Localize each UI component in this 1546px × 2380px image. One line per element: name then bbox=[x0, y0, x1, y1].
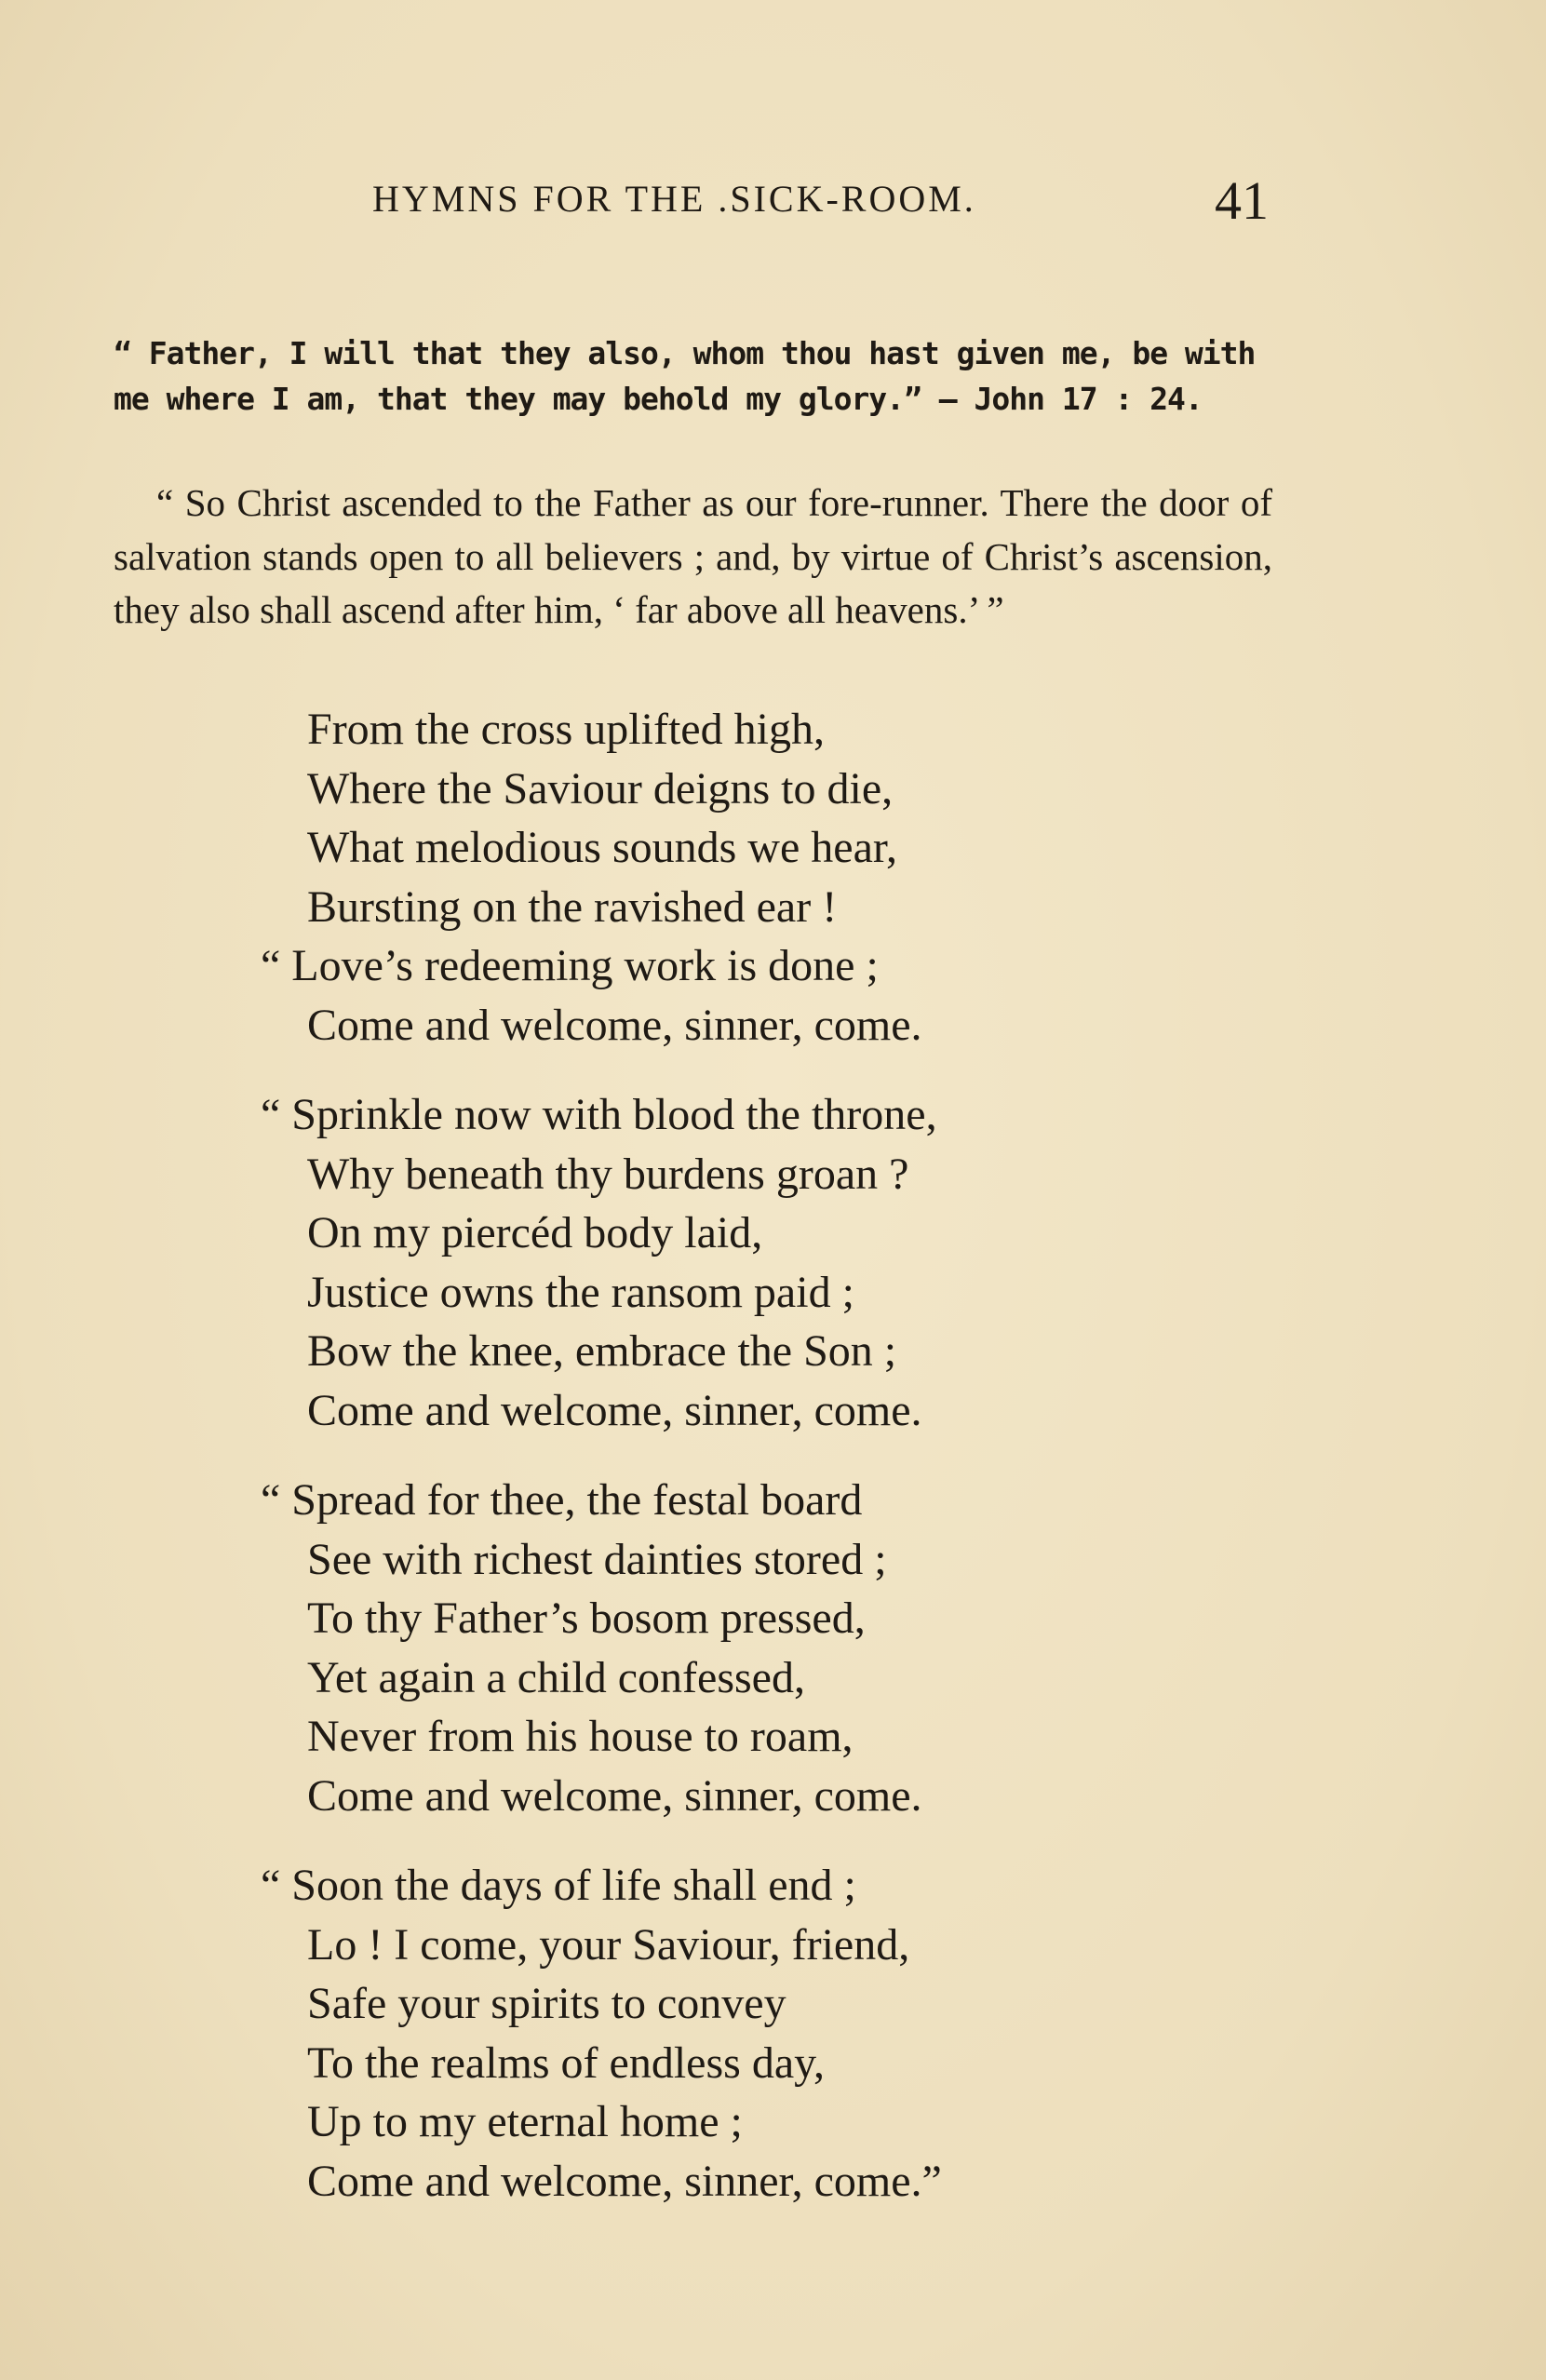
hymn-line: “ Soon the days of life shall end ; bbox=[261, 1861, 856, 1910]
hymn-line: “ Love’s redeeming work is done ; bbox=[261, 941, 879, 990]
hymn-line: Up to my eternal home ; bbox=[307, 2097, 743, 2146]
running-title: HYMNS FOR THE .SICK-ROOM. bbox=[372, 178, 976, 220]
hymn-line: “ Sprinkle now with blood the throne, bbox=[261, 1090, 937, 1139]
hymn-line: Come and welcome, sinner, come. bbox=[307, 1770, 922, 1821]
hymn-line: From the cross uplifted high, bbox=[307, 705, 825, 754]
hymn-line: Justice owns the ransom paid ; bbox=[307, 1267, 854, 1317]
hymn-stanza-1 bbox=[261, 700, 1284, 1055]
page-number: 41 bbox=[1215, 170, 1269, 231]
hymn-line: Bow the knee, embrace the Son ; bbox=[307, 1326, 897, 1376]
hymn-line: See with richest dainties stored ; bbox=[307, 1534, 887, 1584]
hymn-line: Yet again a child confessed, bbox=[307, 1652, 805, 1702]
hymn-line: To the realms of endless day, bbox=[307, 2037, 826, 2088]
hymn-stanza-4 bbox=[261, 1856, 1284, 2211]
commentary-quote bbox=[114, 477, 1272, 638]
hymn-line: Lo ! I come, your Saviour, friend, bbox=[307, 1919, 910, 1970]
hymn-line: On my piercéd body laid, bbox=[307, 1208, 763, 1257]
epigraph-text: “ Father, I will that they also, whom thou hast given me, be with me where I am, that they may behold my glory.” — John 17 : 24. bbox=[114, 335, 1256, 417]
epigraph bbox=[114, 330, 1268, 422]
hymn-stanza-3 bbox=[261, 1471, 1284, 1825]
hymn-line: Never from his house to roam, bbox=[307, 1712, 854, 1761]
hymn-stanza-2 bbox=[261, 1085, 1284, 1440]
hymn-line: Where the Saviour deigns to die, bbox=[307, 763, 894, 814]
hymn-line: Safe your spirits to convey bbox=[307, 1979, 786, 2028]
hymn-line: Come and welcome, sinner, come. bbox=[307, 1385, 922, 1435]
hymn-line: Bursting on the ravished ear ! bbox=[307, 881, 838, 932]
quote-text: “ So Christ ascended to the Father as our fore-runner. There the door of salvation stands open to all believers ; and, by virtue of Christ’s ascension, they also shall ascend after him, ‘ far above all heavens.’ ” bbox=[114, 481, 1272, 631]
hymn-line: “ Spread for thee, the festal board bbox=[261, 1475, 863, 1525]
hymn-line: To thy Father’s bosom pressed, bbox=[307, 1593, 866, 1643]
hymn-line: Come and welcome, sinner, come. bbox=[307, 1000, 922, 1050]
hymn-line: Why beneath thy burdens groan ? bbox=[307, 1149, 909, 1199]
hymn-line: Come and welcome, sinner, come.” bbox=[307, 2156, 942, 2206]
hymn-line: What melodious sounds we hear, bbox=[307, 823, 897, 872]
